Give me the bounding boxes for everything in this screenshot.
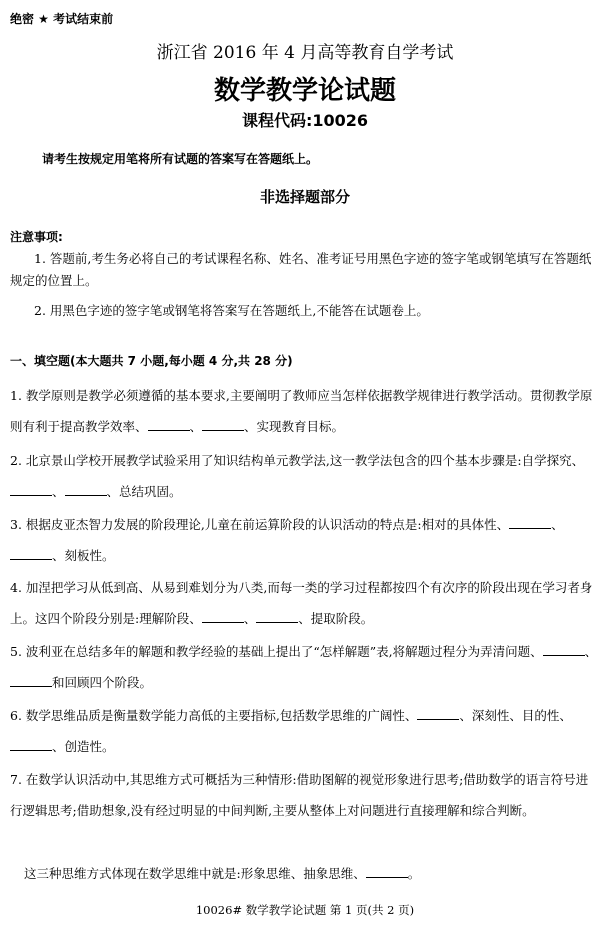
answer-blank [10, 483, 52, 496]
course-code: 课程代码:10026 [241, 111, 369, 130]
page-footer: 10026# 数学教学论试题 第 1 页(共 2 页) [195, 903, 415, 917]
question-text: 、 [189, 419, 203, 434]
answer-instruction: 请考生按规定用笔将所有试题的答案写在答题纸上。 [42, 152, 319, 166]
confidential-mark: 绝密 ★ 考试结束前 [10, 12, 114, 26]
question-text: 、刻板性。 [52, 548, 115, 563]
question-text: 3. 根据皮亚杰智力发展的阶段理论,儿童在前运算阶段的认识活动的特点是:相对的具体性、 [10, 517, 510, 532]
answer-blank [366, 865, 408, 878]
question-text: 。 [407, 866, 421, 881]
question-text: 4. 加涅把学习从低到高、从易到难划分为八类,而每一类的学习过程都按四个有次序的阶段出现在学习者身上。这四个阶段分别是:理解阶段、 [10, 580, 593, 626]
question-7-follow [10, 858, 598, 889]
notice-item-2: 2. 用黑色字迹的签字笔或钢笔将答案写在答题纸上,不能答在试题卷上。 [34, 303, 429, 318]
question-text: 1. 教学原则是教学必须遵循的基本要求,主要阐明了教师应当怎样依据教学规律进行教学活动。贯彻教学原则有利于提高教学效率、 [10, 388, 593, 434]
answer-blank [10, 738, 52, 751]
exam-title: 浙江省 2016 年 4 月高等教育自学考试 [156, 43, 454, 63]
question-text: 这三种思维方式体现在数学思维中就是:形象思维、抽象思维、 [24, 866, 366, 881]
answer-blank [202, 418, 244, 431]
answer-blank [509, 516, 551, 529]
part-title: 非选择题部分 [259, 188, 350, 206]
question-1 [10, 380, 598, 442]
question-text: 、创造性。 [52, 739, 115, 754]
question-text: 、深刻性、目的性、 [459, 708, 572, 723]
question-6 [10, 700, 598, 762]
answer-blank [256, 610, 298, 623]
answer-blank [10, 674, 52, 687]
section-heading: 一、填空题(本大题共 7 小题,每小题 4 分,共 28 分) [10, 354, 293, 368]
answer-blank [543, 643, 585, 656]
answer-blank [10, 547, 52, 560]
question-text: 、 [52, 484, 65, 499]
answer-blank [148, 418, 190, 431]
question-text: 、总结巩固。 [106, 484, 182, 499]
question-3 [10, 509, 598, 571]
question-text: 和回顾四个阶段。 [52, 675, 153, 690]
question-text: 6. 数学思维品质是衡量数学能力高低的主要指标,包括数学思维的广阔性、 [10, 708, 418, 723]
question-text: 7. 在数学认识活动中,其思维方式可概括为三种情形:借助图解的视觉形象进行思考;借助数学的语言符号进行逻辑思考;借助想象,没有经过明显的中间判断,主要从整体上对问题进行直接理解和综合判断。 [10, 772, 589, 818]
answer-blank [65, 483, 107, 496]
question-text: 2. 北京景山学校开展教学试验采用了知识结构单元教学法,这一教学法包含的四个基本步骤是:自学探究、 [10, 453, 585, 468]
question-text: 、 [584, 644, 598, 659]
notice-item-1: 1. 答题前,考生务必将自己的考试课程名称、姓名、准考证号用黑色字迹的签字笔或钢笔填写在答题纸规定的位置上。 [10, 251, 592, 288]
course-title: 数学教学论试题 [213, 76, 396, 106]
question-4 [10, 572, 598, 634]
question-text: 5. 波利亚在总结多年的解题和教学经验的基础上提出了“怎样解题”表,将解题过程分为弄清问题、 [10, 644, 543, 659]
answer-blank [417, 707, 459, 720]
question-text: 、提取阶段。 [298, 611, 374, 626]
question-7 [10, 764, 598, 826]
question-text: 、 [551, 517, 564, 532]
notice-heading: 注意事项: [10, 230, 63, 244]
answer-blank [202, 610, 244, 623]
question-text: 、 [243, 611, 257, 626]
question-2 [10, 445, 598, 507]
question-5 [10, 636, 598, 698]
question-text: 、实现教育目标。 [244, 419, 345, 434]
